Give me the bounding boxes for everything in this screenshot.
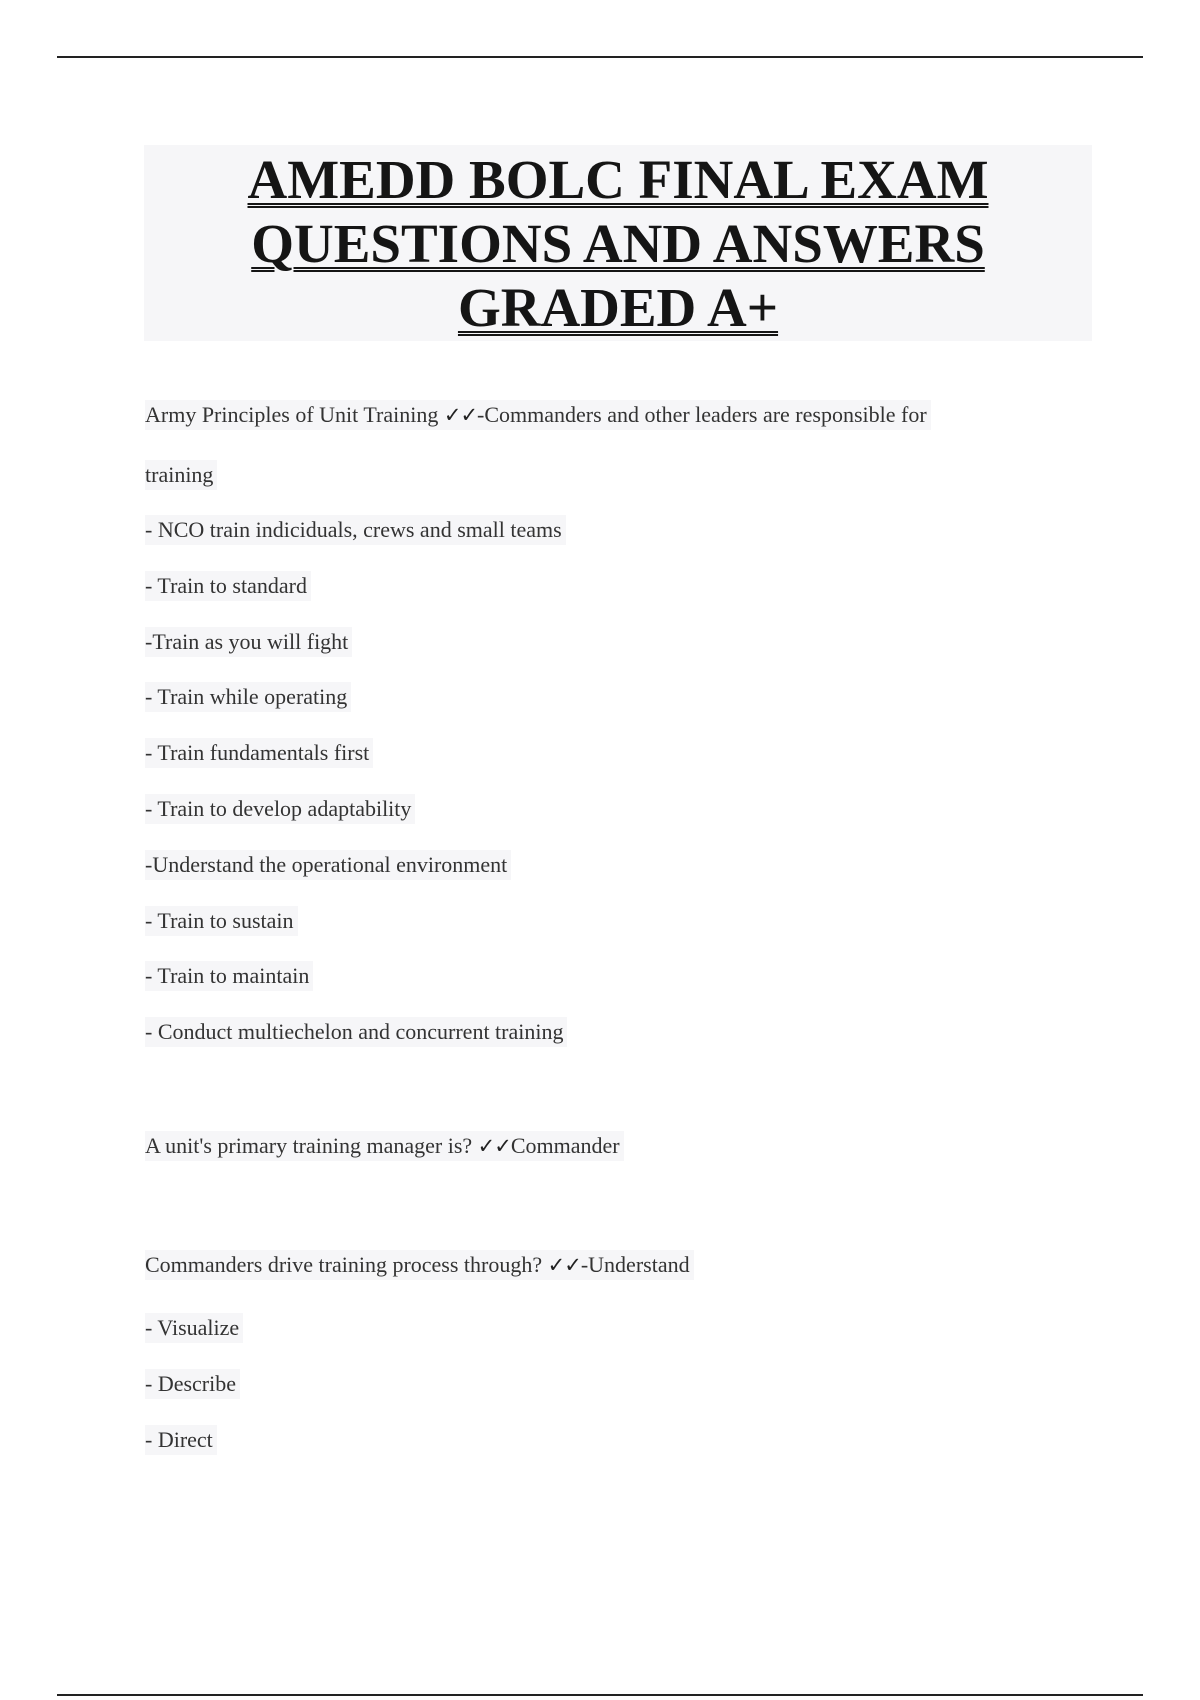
q1-item: -Train as you will fight bbox=[145, 627, 352, 657]
check-mark-icon: ✓✓ bbox=[547, 1253, 581, 1277]
q1-item: - Train while operating bbox=[145, 682, 351, 712]
q3-item: - Describe bbox=[145, 1369, 240, 1399]
header-rule bbox=[57, 56, 1143, 58]
q3-item: - Direct bbox=[145, 1425, 217, 1455]
q2-question: A unit's primary training manager is? bbox=[145, 1133, 478, 1158]
q1-item: - Train to sustain bbox=[145, 906, 298, 936]
q2-question-line bbox=[145, 1131, 624, 1161]
q2-answer: Commander bbox=[510, 1133, 620, 1158]
q1-item: -Understand the operational environment bbox=[145, 850, 511, 880]
q1-answer-start: -Commanders and other leaders are responsible for bbox=[477, 402, 927, 427]
q1-question: Army Principles of Unit Training bbox=[145, 402, 444, 427]
q3-item: - Visualize bbox=[145, 1313, 243, 1343]
q3-question-line bbox=[145, 1250, 694, 1280]
q1-answer-cont: training bbox=[145, 460, 217, 490]
document-title bbox=[144, 145, 1092, 341]
check-mark-icon: ✓✓ bbox=[477, 1134, 511, 1158]
q1-item: - Train fundamentals first bbox=[145, 738, 373, 768]
title-line-1: AMEDD BOLC FINAL EXAM bbox=[247, 149, 989, 210]
footer-rule bbox=[57, 1694, 1143, 1696]
q1-item: - Train to develop adaptability bbox=[145, 794, 415, 824]
title-line-3: GRADED A+ bbox=[457, 277, 779, 338]
title-line-2: QUESTIONS AND ANSWERS bbox=[251, 213, 985, 274]
q1-question-line bbox=[145, 400, 931, 430]
q1-item: - Conduct multiechelon and concurrent training bbox=[145, 1017, 567, 1047]
q3-answer-start: -Understand bbox=[580, 1252, 690, 1277]
q1-item: - Train to maintain bbox=[145, 961, 313, 991]
q3-question: Commanders drive training process through? bbox=[145, 1252, 548, 1277]
check-mark-icon: ✓✓ bbox=[443, 403, 478, 427]
q1-item: - NCO train indiciduals, crews and small teams bbox=[145, 515, 566, 545]
q1-item: - Train to standard bbox=[145, 571, 311, 601]
